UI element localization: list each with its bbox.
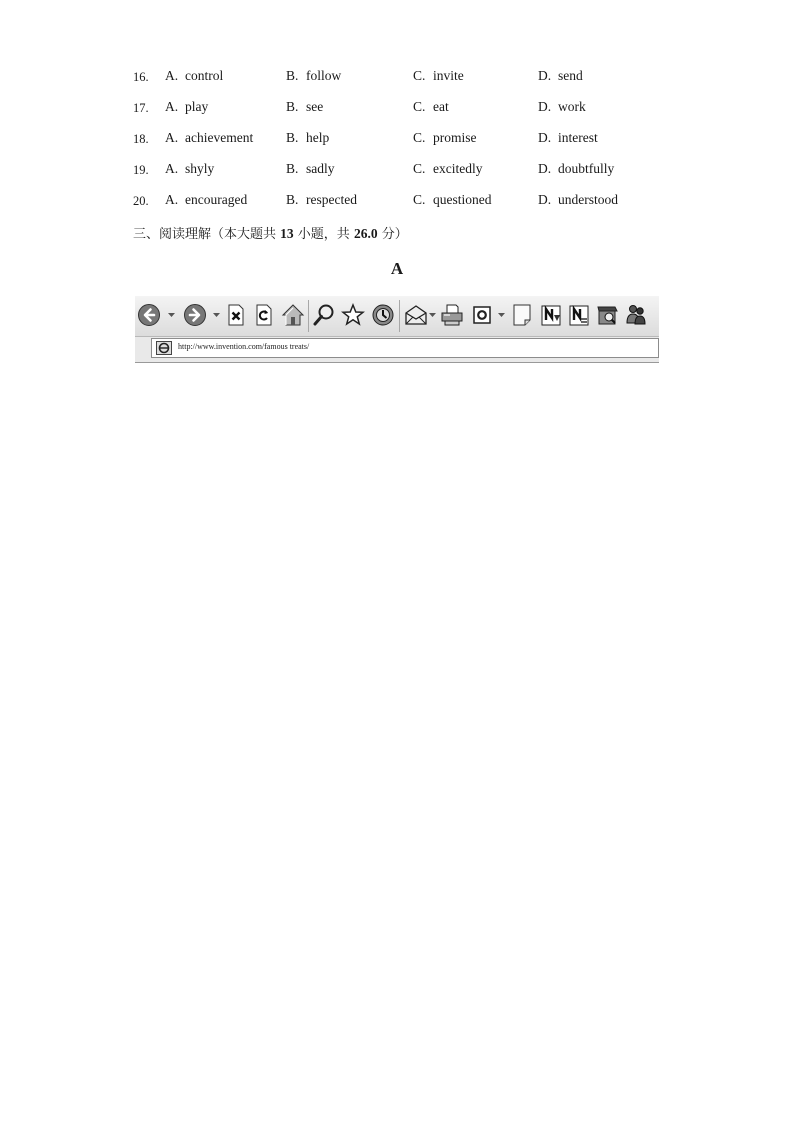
question-number: 16. (133, 70, 149, 84)
question-row-18 (133, 130, 653, 150)
notepad-n-icon[interactable] (538, 302, 564, 328)
home-icon[interactable] (280, 302, 306, 328)
option-c: C. eat (413, 99, 449, 114)
question-row-19 (133, 161, 653, 181)
browser-screenshot (135, 296, 659, 363)
option-c: C. excitedly (413, 161, 483, 176)
option-a: A. play (165, 99, 209, 114)
note-icon[interactable] (509, 302, 535, 328)
passage-label: A (390, 259, 404, 278)
ie-page-icon (156, 341, 172, 355)
option-a: A. encouraged (165, 192, 248, 207)
question-number: 19. (133, 163, 149, 177)
option-a: A. control (165, 68, 224, 83)
question-row-20 (133, 192, 653, 212)
option-d: D. work (538, 99, 586, 114)
refresh-icon[interactable] (251, 302, 277, 328)
media-icon[interactable] (469, 302, 495, 328)
back-icon[interactable] (136, 302, 162, 328)
mail-dropdown-icon[interactable] (429, 312, 436, 318)
media-dropdown-icon[interactable] (498, 312, 505, 318)
question-number: 17. (133, 101, 149, 115)
option-d: D. send (538, 68, 583, 83)
history-icon[interactable] (370, 302, 396, 328)
option-a: A. shyly (165, 161, 215, 176)
option-c: C. questioned (413, 192, 492, 207)
forward-icon[interactable] (182, 302, 208, 328)
option-c: C. invite (413, 68, 464, 83)
print-icon[interactable] (439, 302, 465, 328)
option-b: B. see (286, 99, 324, 114)
question-row-16 (133, 68, 653, 88)
option-a: A. achievement (165, 130, 254, 145)
toolbar-separator (399, 300, 400, 332)
address-url[interactable]: http://www.invention.com/famous treats/ (178, 342, 310, 351)
option-d: D. interest (538, 130, 598, 145)
option-d: D. doubtfully (538, 161, 615, 176)
messenger-icon[interactable] (623, 302, 649, 328)
option-b: B. follow (286, 68, 342, 83)
question-number: 20. (133, 194, 149, 208)
browser-toolbar (135, 296, 659, 337)
search-icon[interactable] (311, 302, 337, 328)
favorites-icon[interactable] (340, 302, 366, 328)
address-bar[interactable] (151, 338, 659, 358)
question-number: 18. (133, 132, 149, 146)
back-dropdown-icon[interactable] (168, 312, 175, 318)
option-b: B. respected (286, 192, 357, 207)
option-d: D. understood (538, 192, 618, 207)
option-b: B. help (286, 130, 330, 145)
question-row-17 (133, 99, 653, 119)
option-b: B. sadly (286, 161, 335, 176)
stop-icon[interactable] (223, 302, 249, 328)
section-heading: 三、阅读理解（本大题共 13 小题，共 26.0 分） (133, 226, 408, 242)
mail-icon[interactable] (403, 302, 429, 328)
option-c: C. promise (413, 130, 477, 145)
forward-dropdown-icon[interactable] (213, 312, 220, 318)
movie-icon[interactable] (594, 302, 620, 328)
notepad-n2-icon[interactable] (566, 302, 592, 328)
toolbar-separator (308, 300, 309, 332)
